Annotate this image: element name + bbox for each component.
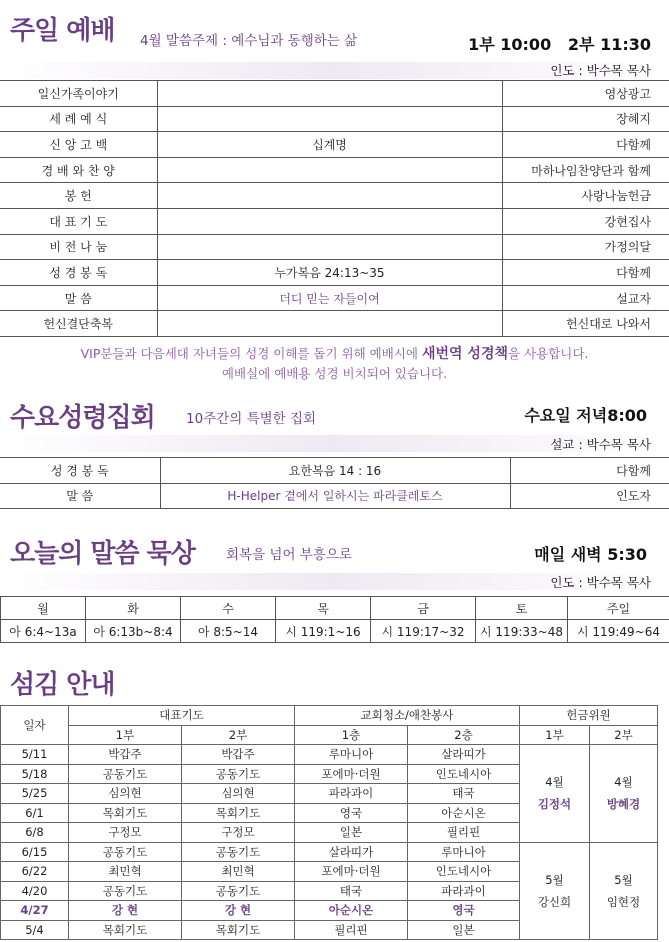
ushers-cell-c2: 영국	[408, 901, 520, 921]
wednesday-leader: 설교 : 박수목 목사	[550, 437, 651, 452]
sunday-row-person: 장혜지	[502, 106, 669, 132]
meditation-leader: 인도 : 박수목 목사	[550, 575, 651, 590]
ushers-cell-p1: 강 현	[69, 901, 182, 921]
ushers-header-date: 일자	[1, 706, 69, 745]
ushers-cell-c1: 아순시온	[295, 901, 408, 921]
sunday-row-content	[157, 106, 502, 132]
sunday-row-label: 봉 헌	[0, 183, 157, 209]
ushers-cell-p1: 박갑주	[69, 745, 182, 765]
ushers-cell-p2: 공동기도	[182, 764, 295, 784]
sunday-row-content: 더디 믿는 자들이여	[157, 285, 502, 311]
ushers-cell-date: 4/20	[1, 881, 69, 901]
meditation-time: 매일 새벽 5:30	[534, 545, 647, 564]
ushers-cell-p2: 강 현	[182, 901, 295, 921]
sunday-row-label: 세 례 예 식	[0, 106, 157, 132]
ushers-cell-p1: 목회기도	[69, 920, 182, 940]
sunday-row-label: 일신가족이야기	[0, 81, 157, 107]
ushers-cell-date: 4/27	[1, 901, 69, 921]
sunday-row-person: 다함께	[502, 132, 669, 158]
sunday-order-row	[0, 260, 669, 286]
ushers-header-c2: 2층	[408, 725, 520, 745]
offering-month: 5월	[614, 872, 633, 887]
ushers-title: 섬김 안내	[10, 670, 115, 700]
wednesday-row-content: 요한복음 14 : 16	[160, 458, 510, 484]
sunday-order-row	[0, 183, 669, 209]
ushers-cell-date: 5/25	[1, 784, 69, 804]
ushers-cell-p1: 공동기도	[69, 842, 182, 862]
offering-group-1	[520, 745, 590, 843]
sunday-order-table	[0, 80, 669, 337]
wednesday-order-row	[0, 458, 669, 484]
ushers-cell-date: 6/1	[1, 803, 69, 823]
offering-person-1: 김정석	[537, 797, 572, 812]
wednesday-title: 수요성령집회	[10, 403, 155, 433]
week-passage: 시 119:17~32	[371, 620, 476, 643]
offering-month: 5월	[545, 872, 564, 887]
meditation-week-table	[0, 596, 669, 643]
ushers-cell-p2: 박갑주	[182, 745, 295, 765]
ushers-cell-p1: 최민혁	[69, 862, 182, 882]
week-day: 화	[86, 597, 181, 620]
sunday-row-content: 십계명	[157, 132, 502, 158]
ushers-cell-c1: 일본	[295, 823, 408, 843]
sunday-subtitle: 4월 말씀주제 : 예수님과 동행하는 삶	[140, 33, 358, 49]
sunday-row-label: 성 경 봉 독	[0, 260, 157, 286]
ushers-cell-c2: 아순시온	[408, 803, 520, 823]
meditation-title: 오늘의 말씀 묵상	[10, 539, 195, 569]
offering-group-2	[590, 842, 658, 940]
week-passage: 아 6:13b~8:4	[86, 620, 181, 643]
ushers-cell-c1: 포에마·더원	[295, 862, 408, 882]
sunday-row-label: 신 앙 고 백	[0, 132, 157, 158]
sunday-order-row	[0, 208, 669, 234]
week-passage: 시 119:33~48	[476, 620, 568, 643]
wednesday-subtitle: 10주간의 특별한 집회	[186, 411, 317, 427]
ushers-cell-p2: 목회기도	[182, 920, 295, 940]
ushers-cell-p2: 심의현	[182, 784, 295, 804]
week-day: 토	[476, 597, 568, 620]
week-passage: 아 6:4~13a	[1, 620, 86, 643]
ushers-cell-p2: 구정모	[182, 823, 295, 843]
ushers-header-offering: 헌금위원	[520, 706, 658, 726]
sunday-row-content	[157, 157, 502, 183]
ushers-cell-c2: 필리핀	[408, 823, 520, 843]
sunday-row-content	[157, 311, 502, 337]
sunday-notice: VIP분들과 다음세대 자녀들의 성경 이해를 돕기 위해 예배시에 새번역 성경책을 사용합니다.	[80, 346, 589, 362]
offering-person-1: 강신희	[537, 894, 572, 909]
ushers-cell-p2: 목회기도	[182, 803, 295, 823]
sunday-row-content: 누가복음 24:13~35	[157, 260, 502, 286]
ushers-row	[1, 745, 658, 765]
offering-month: 4월	[545, 775, 564, 790]
ushers-cell-c2: 태국	[408, 784, 520, 804]
ushers-cell-p2: 공동기도	[182, 881, 295, 901]
sunday-row-person: 사랑나눔헌금	[502, 183, 669, 209]
ushers-cell-p2: 최민혁	[182, 862, 295, 882]
ushers-header-p2: 2부	[182, 725, 295, 745]
wednesday-row-label: 성 경 봉 독	[0, 458, 160, 484]
sunday-row-person: 가정의달	[502, 234, 669, 260]
ushers-cell-date: 5/4	[1, 920, 69, 940]
sunday-row-content	[157, 208, 502, 234]
ushers-cell-c1: 필리핀	[295, 920, 408, 940]
sunday-row-person: 마하나임찬양단과 함께	[502, 157, 669, 183]
offering-group-1	[520, 842, 590, 940]
sunday-row-label: 헌신결단축복	[0, 311, 157, 337]
ushers-cell-c2: 살라띠가	[408, 745, 520, 765]
sunday-time: 1부 10:00 2부 11:30	[468, 35, 651, 54]
offering-group-2	[590, 745, 658, 843]
wednesday-order-row	[0, 483, 669, 509]
ushers-cell-p1: 목회기도	[69, 803, 182, 823]
ushers-cell-date: 6/22	[1, 862, 69, 882]
sunday-row-person: 헌신대로 나와서	[502, 311, 669, 337]
ushers-cell-p1: 구정모	[69, 823, 182, 843]
ushers-cell-p1: 공동기도	[69, 764, 182, 784]
ushers-row	[1, 842, 658, 862]
week-day: 수	[181, 597, 276, 620]
sunday-title: 주일 예배	[10, 16, 115, 46]
week-day: 월	[1, 597, 86, 620]
sunday-row-person: 다함께	[502, 260, 669, 286]
week-passage: 시 119:1~16	[276, 620, 371, 643]
ushers-header-o2: 2부	[590, 725, 658, 745]
ushers-cell-p1: 공동기도	[69, 881, 182, 901]
ushers-cell-c1: 파라과이	[295, 784, 408, 804]
sunday-row-content	[157, 234, 502, 260]
week-day: 금	[371, 597, 476, 620]
ushers-cell-c2: 파라과이	[408, 881, 520, 901]
ushers-header-c1: 1층	[295, 725, 408, 745]
offering-month: 4월	[614, 775, 633, 790]
offering-person-2: 방혜경	[606, 797, 641, 812]
ushers-cell-date: 5/11	[1, 745, 69, 765]
ushers-cell-p2: 공동기도	[182, 842, 295, 862]
week-passage: 시 119:49~64	[568, 620, 669, 643]
offering-person-2: 임현정	[606, 894, 641, 909]
ushers-header-prayer: 대표기도	[69, 706, 295, 726]
sunday-row-content	[157, 183, 502, 209]
sunday-row-person: 영상광고	[502, 81, 669, 107]
sunday-row-label: 말 씀	[0, 285, 157, 311]
sunday-order-row	[0, 311, 669, 337]
ushers-cell-c2: 인도네시아	[408, 862, 520, 882]
week-passage: 아 8:5~14	[181, 620, 276, 643]
ushers-cell-date: 5/18	[1, 764, 69, 784]
ushers-table	[0, 705, 658, 940]
ushers-cell-c1: 태국	[295, 881, 408, 901]
sunday-leader: 인도 : 박수목 목사	[550, 63, 651, 78]
week-day: 목	[276, 597, 371, 620]
ushers-header-p1: 1부	[69, 725, 182, 745]
ushers-cell-date: 6/15	[1, 842, 69, 862]
wednesday-row-person: 다함께	[510, 458, 669, 484]
ushers-cell-c2: 일본	[408, 920, 520, 940]
sunday-order-row	[0, 285, 669, 311]
sunday-order-row	[0, 81, 669, 107]
week-day: 주일	[568, 597, 669, 620]
sunday-row-label: 비 전 나 눔	[0, 234, 157, 260]
sunday-order-row	[0, 157, 669, 183]
ushers-cell-p1: 심의현	[69, 784, 182, 804]
wednesday-time: 수요일 저녁8:00	[524, 406, 647, 425]
ushers-cell-c1: 살라띠가	[295, 842, 408, 862]
sunday-order-row	[0, 234, 669, 260]
sunday-row-label: 경 배 와 찬 양	[0, 157, 157, 183]
ushers-cell-c1: 영국	[295, 803, 408, 823]
ushers-header-clean: 교회청소/애찬봉사	[295, 706, 520, 726]
wednesday-order-table	[0, 457, 669, 509]
ushers-cell-c2: 인도네시아	[408, 764, 520, 784]
wednesday-row-person: 인도자	[510, 483, 669, 509]
sunday-row-label: 대 표 기 도	[0, 208, 157, 234]
sunday-order-row	[0, 106, 669, 132]
meditation-subtitle: 회복을 넘어 부흥으로	[226, 547, 352, 563]
sunday-order-row	[0, 132, 669, 158]
sunday-row-person: 설교자	[502, 285, 669, 311]
sunday-notice-2: 예배실에 예배용 성경 비치되어 있습니다.	[221, 366, 448, 381]
sunday-row-content	[157, 81, 502, 107]
ushers-cell-c2: 루마니아	[408, 842, 520, 862]
wednesday-row-content: H-Helper 곁에서 일하시는 파라클레토스	[160, 483, 510, 509]
ushers-cell-c1: 루마니아	[295, 745, 408, 765]
ushers-header-o1: 1부	[520, 725, 590, 745]
sunday-row-person: 강현집사	[502, 208, 669, 234]
ushers-cell-date: 6/8	[1, 823, 69, 843]
wednesday-row-label: 말 씀	[0, 483, 160, 509]
ushers-cell-c1: 포에마·더원	[295, 764, 408, 784]
